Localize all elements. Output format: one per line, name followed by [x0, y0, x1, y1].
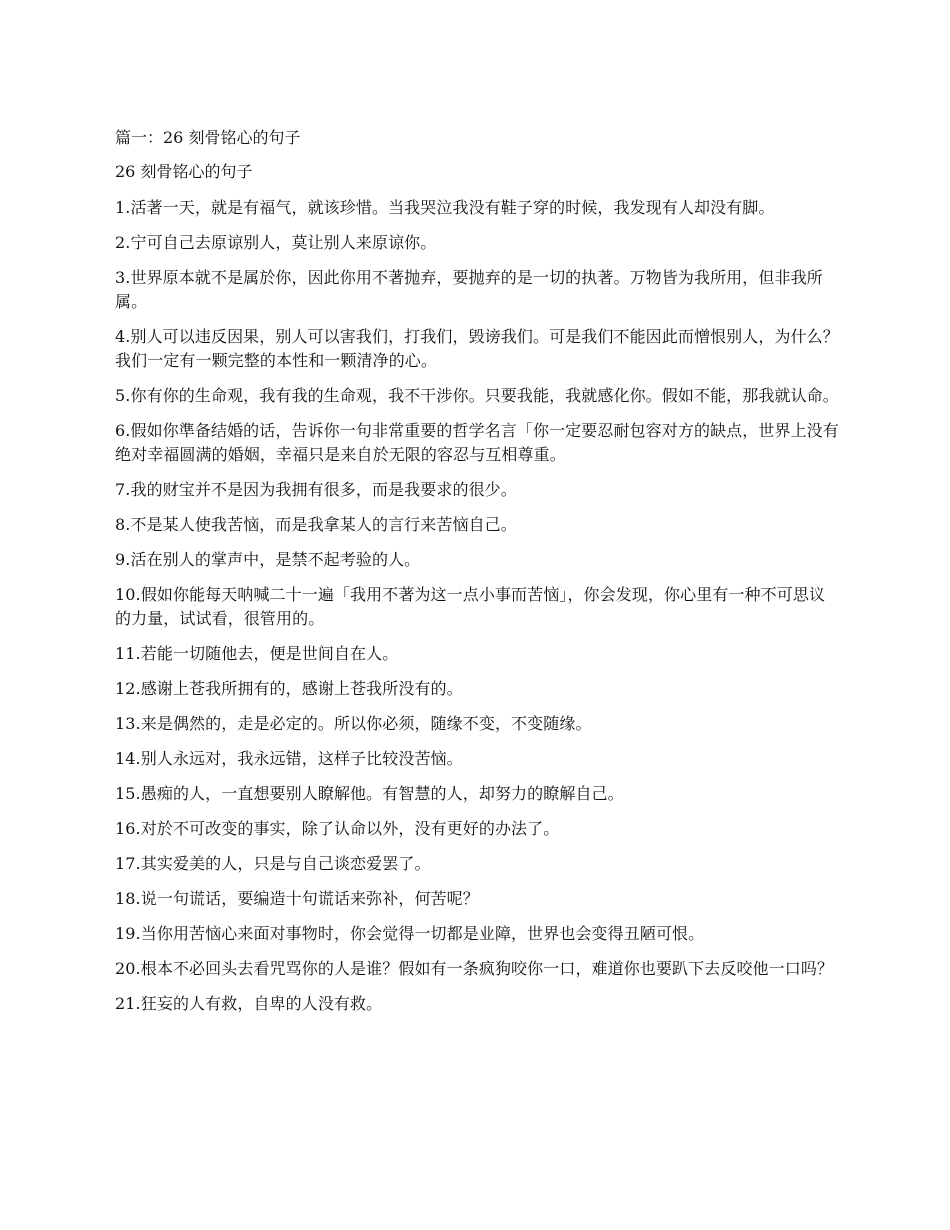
quote-item-13: 13.来是偶然的，走是必定的。所以你必须，随缘不变，不变随缘。	[115, 714, 592, 733]
quote-item-6: 6.假如你準备结婚的话，告诉你一句非常重要的哲学名言「你一定要忍耐包容对方的缺点，世界上没有绝对幸福圆满的婚姻，幸福只是来自於无限的容忍与互相尊重。	[115, 421, 839, 464]
quote-item-21: 21.狂妄的人有救，自卑的人没有救。	[115, 994, 383, 1013]
quote-item-8: 8.不是某人使我苦恼，而是我拿某人的言行来苦恼自己。	[115, 515, 517, 534]
quote-item-1: 1.活著一天，就是有福气，就该珍惜。当我哭泣我没有鞋子穿的时候，我发现有人却没有脚。	[115, 198, 775, 217]
quote-item-19: 19.当你用苦恼心来面对事物时，你会觉得一切都是业障，世界也会变得丑陋可恨。	[115, 924, 705, 943]
quote-item-4: 4.别人可以违反因果，别人可以害我们，打我们，毁谤我们。可是我们不能因此而憎恨别人，为什么？我们一定有一颗完整的本性和一颗清净的心。	[115, 327, 839, 370]
document-title: 篇一：26 刻骨铭心的句子	[115, 128, 301, 147]
quote-item-18: 18.说一句谎话，要编造十句谎话来弥补，何苦呢？	[115, 889, 479, 908]
document-subtitle: 26 刻骨铭心的句子	[115, 162, 253, 181]
quote-item-5: 5.你有你的生命观，我有我的生命观，我不干涉你。只要我能，我就感化你。假如不能，那我就认命。	[115, 386, 839, 405]
quote-item-2: 2.宁可自己去原谅别人，莫让别人来原谅你。	[115, 233, 437, 252]
quote-item-7: 7.我的财宝并不是因为我拥有很多，而是我要求的很少。	[115, 480, 517, 499]
quote-item-12: 12.感谢上苍我所拥有的，感谢上苍我所没有的。	[115, 679, 463, 698]
quote-item-20: 20.根本不必回头去看咒骂你的人是谁？假如有一条疯狗咬你一口，难道你也要趴下去反咬他一口吗？	[115, 959, 834, 978]
quote-item-15: 15.愚痴的人，一直想要别人瞭解他。有智慧的人，却努力的瞭解自己。	[115, 784, 624, 803]
quote-item-10: 10.假如你能每天呐喊二十一遍「我用不著为这一点小事而苦恼」，你会发现，你心里有一种不可思议的力量，试试看，很管用的。	[115, 585, 826, 628]
quote-item-9: 9.活在别人的掌声中，是禁不起考验的人。	[115, 550, 421, 569]
quote-item-11: 11.若能一切随他去，便是世间自在人。	[115, 644, 399, 663]
quote-item-17: 17.其实爱美的人，只是与自己谈恋爱罢了。	[115, 854, 431, 873]
quote-item-16: 16.对於不可改变的事实，除了认命以外，没有更好的办法了。	[115, 819, 560, 838]
document-body	[115, 126, 840, 1027]
quote-item-3: 3.世界原本就不是属於你，因此你用不著抛弃，要抛弃的是一切的执著。万物皆为我所用，但非我所属。	[115, 268, 823, 311]
quote-item-14: 14.别人永远对，我永远错，这样子比较没苦恼。	[115, 749, 463, 768]
